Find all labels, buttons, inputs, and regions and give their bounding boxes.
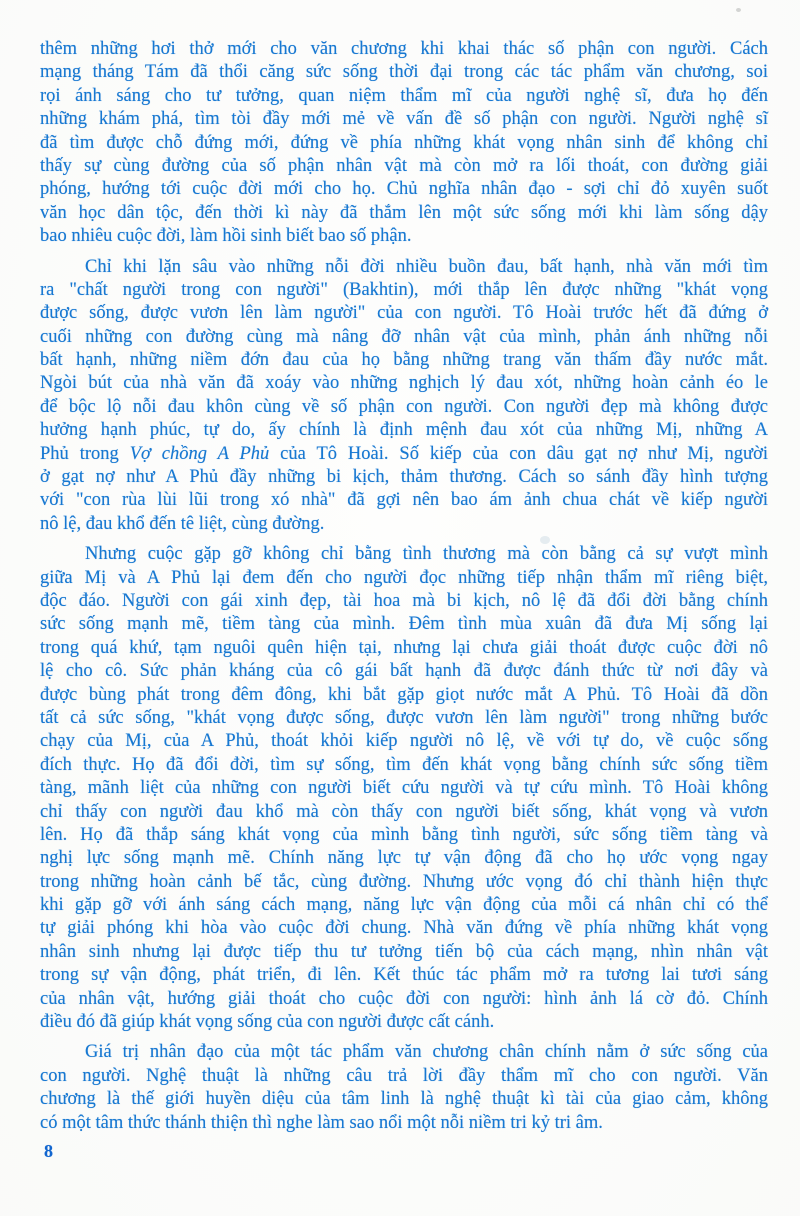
text-line (40, 1041, 768, 1064)
paragraph (40, 38, 768, 249)
text-run: Ngòi bút của nhà văn đã xoáy vào những nghịch lý đau xót, những hoàn cảnh éo le (40, 373, 768, 394)
paragraph (40, 543, 768, 1034)
text-run: bao nhiêu cuộc đời, làm hồi sinh biết bao số phận. (40, 226, 412, 247)
text-line (40, 988, 768, 1011)
text-run: nghị lực sống mạnh mẽ. Chính năng lực tự vận động đã cho họ ước vọng ngay (40, 848, 768, 869)
scan-artifact-dot (736, 8, 741, 12)
text-run: bất hạnh, những niềm đớn đau của họ bằng những trang văn thấm đầy nước mắt. (40, 350, 768, 371)
text-run: đã tìm được chỗ đứng mới, đứng về phía những khát vọng nhân sinh để không chỉ (40, 132, 768, 153)
text-line (40, 489, 768, 512)
text-run: văn học dân tộc, đến thời kì này đã thắm lên một sức sống mới khi làm sống dậy (40, 202, 768, 223)
text-line (40, 917, 768, 940)
text-run: chạy của Mị, của A Phủ, thoát khỏi kiếp người nô lệ, về với tự do, về cuộc sống (40, 731, 768, 752)
text-line (40, 801, 768, 824)
text-line (40, 372, 768, 395)
text-line (40, 637, 768, 660)
text-run: nô lệ, đau khổ đến tê liệt, cùng đường. (40, 513, 325, 534)
text-run: rọi ánh sáng cho tư tưởng, quan niệm thẩm mĩ của người nghệ sĩ, đưa họ đến (40, 85, 768, 106)
text-run: lệ cho cô. Sức phản kháng của cô gái bất hạnh đã được đánh thức từ nơi đây và (40, 661, 768, 682)
text-line (40, 302, 768, 325)
text-line (40, 38, 768, 61)
text-run: có một tâm thức thánh thiện thì nghe làm sao nổi một nỗi niềm tri kỷ tri âm. (40, 1112, 603, 1133)
text-run: tự giải phóng khi hòa vào cuộc đời chung. Nhà văn đứng về phía những khát vọng (40, 918, 768, 939)
page-number: 8 (44, 1141, 53, 1161)
text-line (40, 1112, 768, 1135)
text-line (40, 178, 768, 201)
text-line (40, 225, 768, 248)
text-line (40, 613, 768, 636)
text-line (40, 108, 768, 131)
text-run: đích thực. Họ đã đổi đời, tìm sự sống, tìm đến khát vọng bằng chính sức sống tiềm (40, 754, 768, 775)
text-run: trong những hoàn cảnh bế tắc, cùng đường. Nhưng ước vọng đó chỉ thành hiện thực (40, 871, 768, 892)
text-line (40, 824, 768, 847)
text-line (40, 871, 768, 894)
text-run: trong quá khứ, tạm nguôi quên hiện tại, nhưng lại chưa giải thoát được cuộc đời nô (40, 637, 768, 658)
text-line (40, 754, 768, 777)
text-line (40, 1011, 768, 1034)
text-run: sức sống mạnh mẽ, tiềm tàng của mình. Đêm tình mùa xuân đã đưa Mị sống lại (40, 614, 768, 635)
text-run: với "con rùa lùi lũi trong xó nhà" đã gợi nên bao ám ảnh chua chát về kiếp người (40, 490, 768, 511)
text-run: thấy sự cùng đường của số phận nhân vật mà còn mở ra lối thoát, con đường giải (40, 155, 768, 176)
text-line (40, 513, 768, 536)
text-line (40, 964, 768, 987)
text-run: phóng, hướng tới cuộc đời mới cho họ. Chủ nghĩa nhân đạo - sợi chỉ đỏ xuyên suốt (40, 179, 768, 200)
text-run: hưởng hạnh phúc, tự do, ấy chính là định mệnh đau xót của những Mị, những A (40, 420, 768, 441)
text-run: khi gặp gỡ với ánh sáng cách mạng, năng lực vận động của mỗi cá nhân chỉ có thể (40, 895, 768, 916)
text-run: lên. Họ đã thắp sáng khát vọng của mình bằng tình người, sức sống tiềm tàng và (40, 824, 768, 845)
text-run: Phủ trong (40, 443, 130, 464)
text-line (40, 85, 768, 108)
text-line (40, 567, 768, 590)
text-run: chương là thế giới huyền diệu của tâm linh là nghệ thuật kì tài của giao cảm, không (40, 1089, 768, 1110)
text-run: tàng, mãnh liệt của những con người biết cứu người và tự cứu mình. Tô Hoài không (40, 778, 768, 799)
text-run: cuối những con đường cùng mà nâng đỡ nhân vật của mình, phản ánh những nỗi (40, 326, 768, 347)
text-run: những khám phá, tìm tòi đầy mới mẻ về vấn đề số phận con người. Người nghệ sĩ (40, 109, 768, 130)
text-line (40, 256, 768, 279)
text-run: giữa Mị và A Phủ lại đem đến cho người đọc những tiếp nhận thẩm mĩ riêng biệt, (40, 567, 768, 588)
text-line (40, 707, 768, 730)
text-run: nhân sinh nhưng lại được tiếp thu tư tưởng tiến bộ của cách mạng, nhìn nhân vật (40, 941, 768, 962)
text-line (40, 684, 768, 707)
text-line (40, 847, 768, 870)
text-line (40, 326, 768, 349)
text-line (40, 941, 768, 964)
text-line (40, 61, 768, 84)
page-text (40, 38, 768, 1135)
text-line (40, 155, 768, 178)
text-line (40, 349, 768, 372)
text-line (40, 1088, 768, 1111)
text-line (40, 1065, 768, 1088)
text-line (40, 279, 768, 302)
text-line (40, 466, 768, 489)
text-line (40, 202, 768, 225)
text-run: ra "chất người trong con người" (Bakhtin), mới thắp lên được những "khát vọng (40, 279, 768, 300)
text-line (40, 660, 768, 683)
text-run: để bộc lộ nỗi đau khôn cùng về số phận con người. Con người đẹp mà không được (40, 396, 768, 417)
text-run: điều đó đã giúp khát vọng sống của con người được cất cánh. (40, 1012, 495, 1033)
text-line (40, 730, 768, 753)
text-run: chỉ thấy con người đau khổ mà còn thấy con người biết sống, khát vọng và vươn (40, 801, 768, 822)
text-line (40, 894, 768, 917)
text-line (40, 543, 768, 566)
text-line (40, 132, 768, 155)
text-run: con người. Nghệ thuật là những câu trả lời đầy thẩm mĩ cho con người. Văn (40, 1065, 768, 1086)
text-run: ở gạt nợ như A Phủ đầy những bi kịch, thảm thương. Cách so sánh đầy hình tượng (40, 467, 768, 488)
text-line (40, 443, 768, 466)
text-run: trong sự vận động, phát triển, đi lên. Kết thúc tác phẩm mở ra tương lai tươi sáng (40, 965, 768, 986)
text-run: tất cả sức sống, "khát vọng được sống, được vươn lên làm người" trong những bước (40, 707, 768, 728)
text-line (40, 396, 768, 419)
text-run: được sống, được vươn lên làm người" của con người. Tô Hoài trước hết đã đứng ở (40, 303, 768, 324)
text-run: của Tô Hoài. Số kiếp của con dâu gạt nợ như Mị, người (269, 443, 768, 464)
text-run: được bùng phát trong đêm đông, khi bắt gặp giọt nước mắt A Phủ. Tô Hoài đã dồn (40, 684, 768, 705)
text-line (40, 419, 768, 442)
text-line (40, 590, 768, 613)
paragraph (40, 1041, 768, 1135)
paragraph (40, 256, 768, 537)
text-line (40, 777, 768, 800)
text-run: của nhân vật, hướng giải thoát cho cuộc đời con người: hình ảnh lá cờ đỏ. Chính (40, 988, 768, 1009)
text-run: Chỉ khi lặn sâu vào những nỗi đời nhiều buồn đau, bất hạnh, nhà văn mới tìm (85, 256, 768, 277)
text-run: thêm những hơi thở mới cho văn chương khi khai thác số phận con người. Cách (40, 39, 768, 59)
text-run: mạng tháng Tám đã thổi căng sức sống thời đại trong các tác phẩm văn chương, soi (40, 62, 768, 83)
book-title-italic: Vợ chồng A Phủ (129, 443, 270, 464)
text-run: độc đáo. Người con gái xinh đẹp, tài hoa mà bi kịch, nô lệ đã đổi đời bằng chính (40, 590, 768, 611)
text-run: Giá trị nhân đạo của một tác phẩm văn chương chân chính nằm ở sức sống của (85, 1042, 768, 1063)
scan-artifact-smudge (540, 536, 550, 544)
text-run: Nhưng cuộc gặp gỡ không chỉ bằng tình thương mà còn bằng cả sự vượt mình (85, 544, 768, 565)
